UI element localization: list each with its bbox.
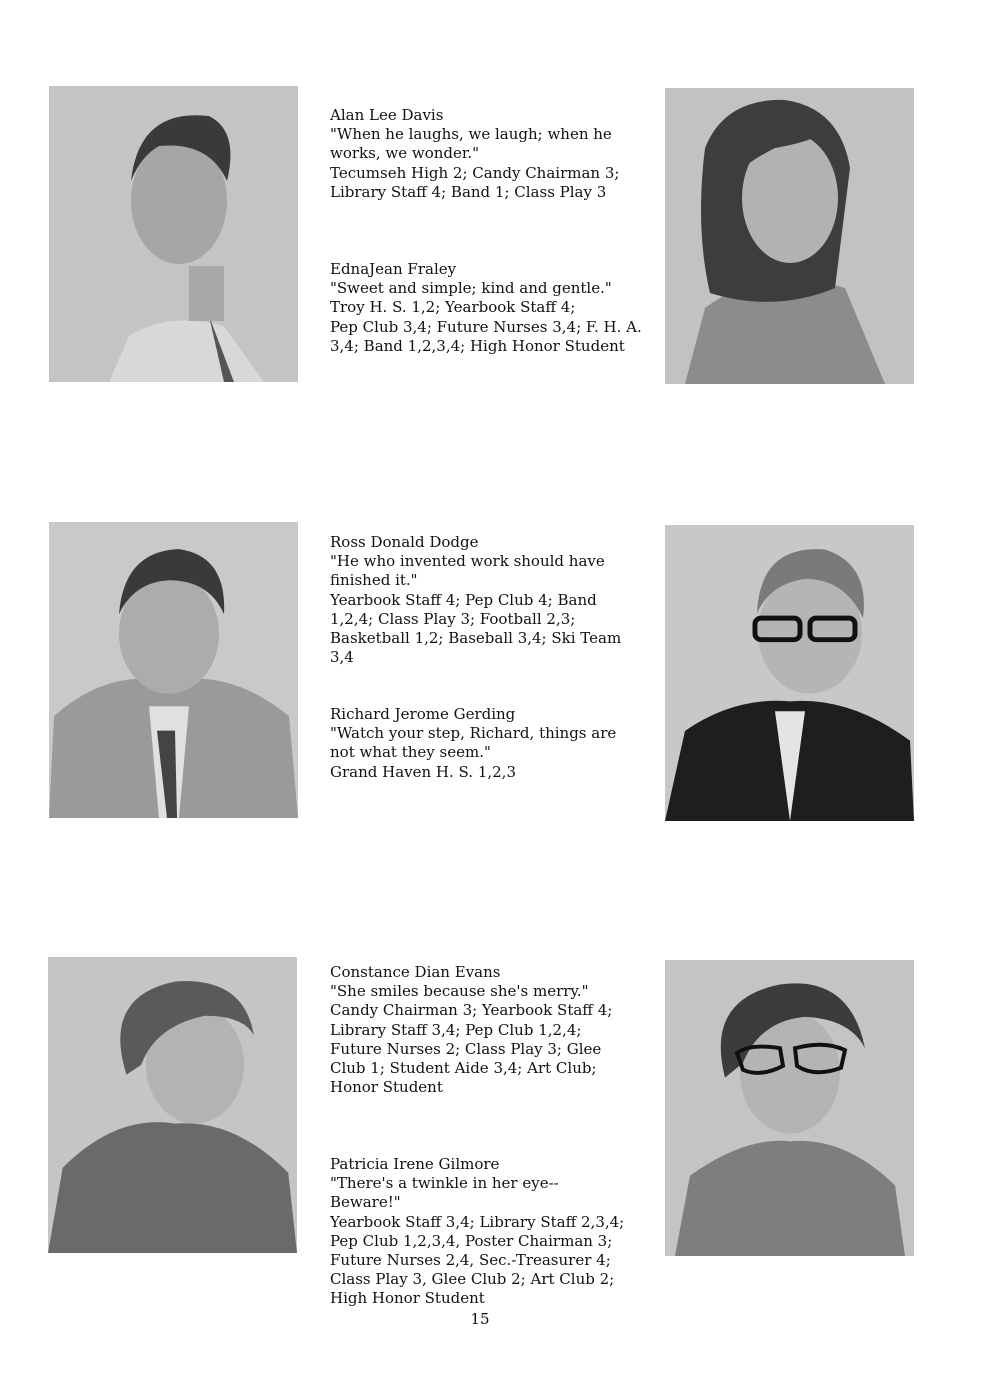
entry-line: Tecumseh High 2; Candy Chairman 3;: [330, 163, 620, 182]
entry-line: "She smiles because she's merry.": [330, 982, 589, 1001]
student-name: Constance Dian Evans: [330, 963, 501, 981]
entry-line: Yearbook Staff 4; Pep Club 4; Band: [330, 590, 597, 609]
entry-ednajean-fraley: [330, 260, 650, 356]
entry-constance-dian-evans: [330, 963, 650, 1097]
entry-richard-jerome-gerding: [330, 705, 650, 782]
entry-line: Library Staff 3,4; Pep Club 1,2,4;: [330, 1020, 582, 1039]
entry-ross-donald-dodge: [330, 533, 650, 667]
student-name: Patricia Irene Gilmore: [330, 1155, 500, 1173]
entry-line: Class Play 3, Glee Club 2; Art Club 2;: [330, 1270, 615, 1289]
student-name: Alan Lee Davis: [330, 106, 444, 124]
entry-line: Yearbook Staff 3,4; Library Staff 2,3,4;: [330, 1212, 625, 1231]
entry-line: Honor Student: [330, 1078, 443, 1097]
portrait-patricia-irene-gilmore: [665, 960, 914, 1256]
entry-line: "He who invented work should have: [330, 552, 605, 571]
portrait-ross-donald-dodge: [49, 522, 298, 818]
entry-line: "Watch your step, Richard, things are: [330, 724, 617, 743]
entry-line: Pep Club 1,2,3,4, Poster Chairman 3;: [330, 1231, 613, 1250]
portrait-richard-jerome-gerding: [665, 525, 914, 821]
entry-line: "There's a twinkle in her eye--: [330, 1174, 559, 1193]
entry-line: Pep Club 3,4; Future Nurses 3,4; F. H. A.: [330, 317, 642, 336]
entry-line: "When he laughs, we laugh; when he: [330, 125, 612, 144]
entry-alan-lee-davis: [330, 106, 650, 202]
entry-line: High Honor Student: [330, 1289, 485, 1308]
entry-line: Basketball 1,2; Baseball 3,4; Ski Team: [330, 629, 622, 648]
entry-line: not what they seem.": [330, 743, 491, 762]
portrait-ednajean-fraley: [665, 88, 914, 384]
entry-patricia-irene-gilmore: [330, 1155, 650, 1309]
entry-line: finished it.": [330, 571, 418, 590]
student-name: Richard Jerome Gerding: [330, 705, 516, 723]
entry-line: Club 1; Student Aide 3,4; Art Club;: [330, 1059, 597, 1078]
entry-line: Future Nurses 2; Class Play 3; Glee: [330, 1039, 602, 1058]
portrait-alan-lee-davis: [49, 86, 298, 382]
entry-line: Library Staff 4; Band 1; Class Play 3: [330, 182, 607, 201]
student-name: EdnaJean Fraley: [330, 260, 457, 278]
entry-line: works, we wonder.": [330, 144, 480, 163]
entry-line: 1,2,4; Class Play 3; Football 2,3;: [330, 609, 576, 628]
entry-line: Future Nurses 2,4, Sec.-Treasurer 4;: [330, 1251, 611, 1270]
entry-line: 3,4: [330, 648, 354, 667]
entry-line: Troy H. S. 1,2; Yearbook Staff 4;: [330, 298, 576, 317]
entry-line: 3,4; Band 1,2,3,4; High Honor Student: [330, 336, 625, 355]
entry-line: "Sweet and simple; kind and gentle.": [330, 279, 612, 298]
entry-line: Candy Chairman 3; Yearbook Staff 4;: [330, 1001, 613, 1020]
page-number: 15: [470, 1310, 490, 1328]
entry-line: Grand Haven H. S. 1,2,3: [330, 762, 516, 781]
student-name: Ross Donald Dodge: [330, 533, 479, 551]
portrait-constance-dian-evans: [48, 957, 297, 1253]
entry-line: Beware!": [330, 1193, 401, 1212]
